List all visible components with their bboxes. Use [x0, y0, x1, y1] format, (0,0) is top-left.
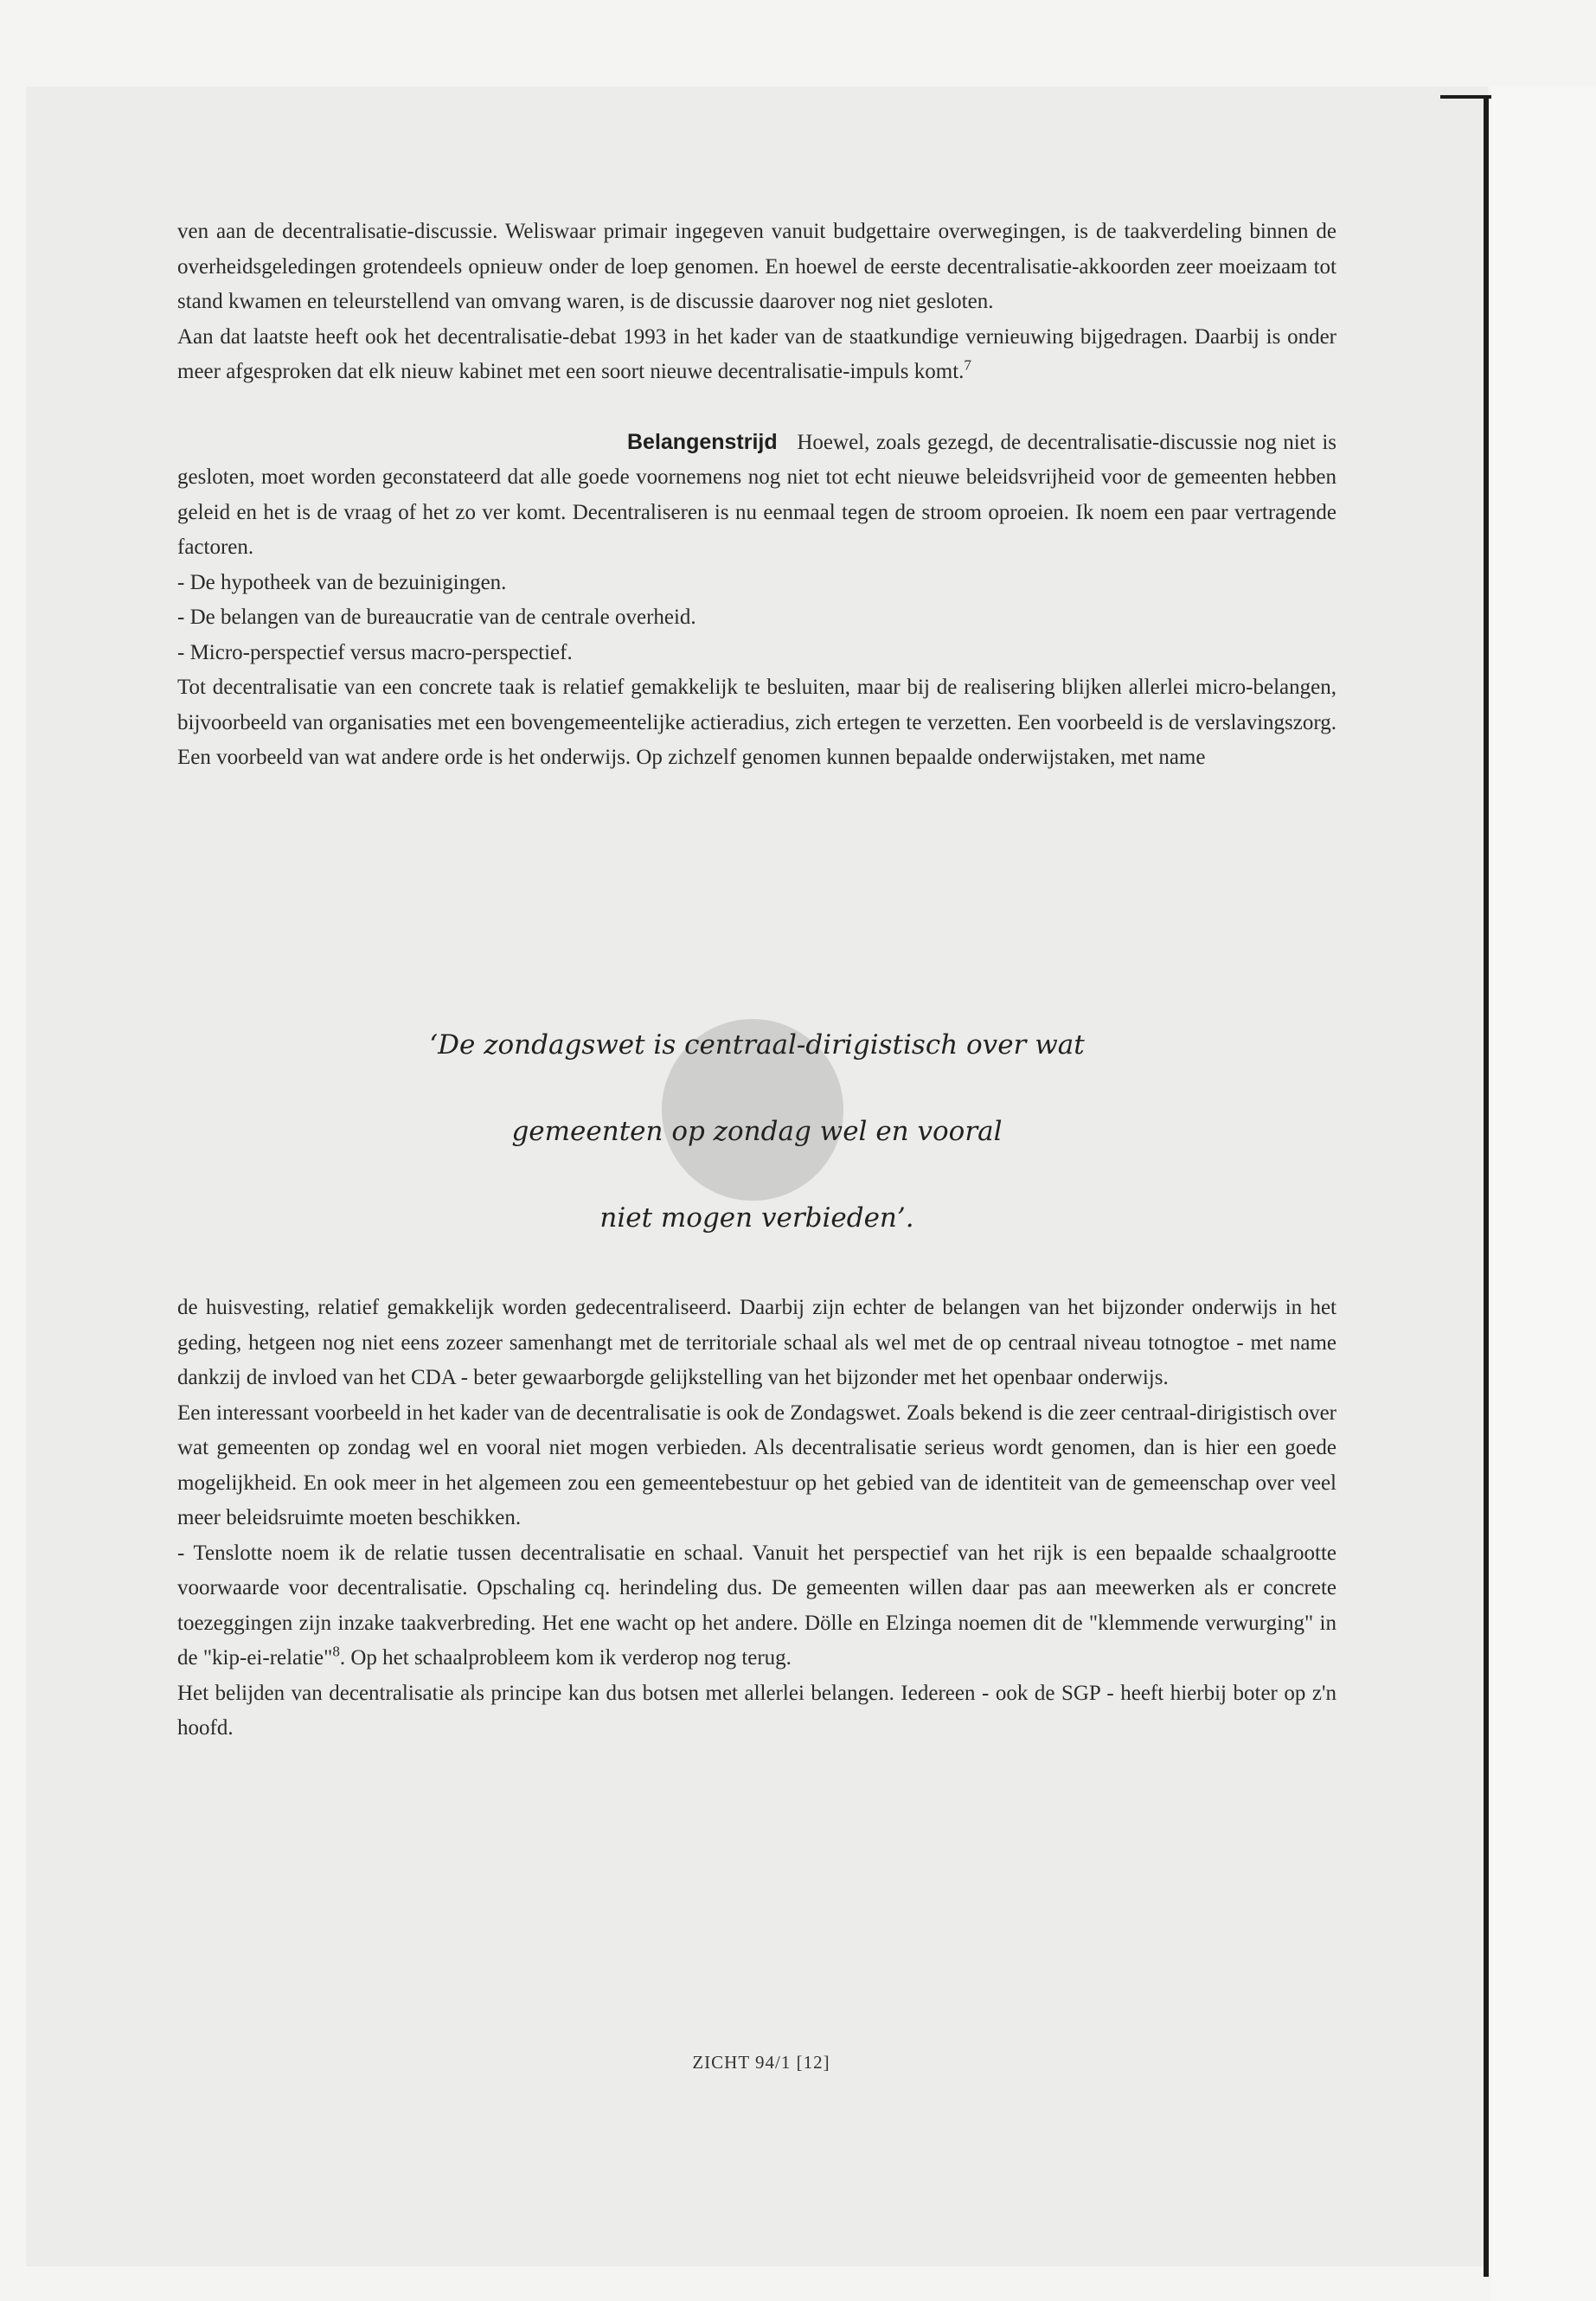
footnote-ref-8: 8 [332, 1643, 340, 1660]
factor-item: - De hypotheek van de bezuinigingen. [177, 570, 507, 594]
upper-text-column [177, 215, 1336, 776]
pull-quote-line: niet mogen verbieden’. [599, 1202, 914, 1234]
paragraph-micro-belangen: Tot decentralisatie van een concrete taak is relatief gemakkelijk te besluiten, maar bij de realisering blijken allerlei micro-belangen, bijvoorbeeld van organisaties met een bovengemeentelijke actieradius, zich ertegen te verzetten. Een voorbeeld is de verslavingszorg. Een voorbeeld van wat andere orde is het onderwijs. Op zichzelf genomen kunnen bepaalde onderwijstaken, met name [177, 676, 1336, 769]
pull-quote [177, 1021, 1336, 1280]
section-heading: Belangenstrijd [627, 429, 778, 454]
paragraph-belangenstrijd [177, 425, 1336, 566]
paragraph-debat [177, 320, 1336, 390]
paragraph-intro: ven aan de decentralisatie-discussie. Weliswaar primair ingegeven vanuit budgettaire overwegingen, is de taakverdeling binnen de overheidsgeledingen grotendeels opnieuw onder de loep genomen. En hoewel de eerste decentralisatie-akkoorden zeer moeizaam tot stand kwamen en teleurstellend van omvang waren, is de discussie daarover nog niet gesloten. [177, 220, 1336, 313]
page-footer: ZICHT 94/1 [12] [692, 2052, 830, 2073]
paragraph-schaal [177, 1536, 1336, 1676]
factor-item: - De belangen van de bureaucratie van de centrale overheid. [177, 606, 696, 629]
paragraph-conclusion: Het belijden van decentralisatie als principe kan dus botsen met allerlei belangen. Iedereen - ook de SGP - heeft hierbij boter op z'n hoofd. [177, 1681, 1336, 1740]
page-edge [1484, 97, 1489, 2277]
paragraph-schaal-text: - Tenslotte noem ik de relatie tussen decentralisatie en schaal. Vanuit het perspectief van het rijk is een bepaalde schaalgrootte voorwaarde voor decentralisatie. Opschaling cq. herindeling dus. De gemeenten willen daar pas aan meewerken als er concrete toezeggingen zijn inzake taakverbreding. Het ene wacht op het andere. Dölle en Elzinga noemen dit de "klemmende verwurging" in de "kip-ei-relatie" [177, 1541, 1336, 1670]
paragraph-huisvesting: de huisvesting, relatief gemakkelijk worden gedecentraliseerd. Daarbij zijn echter de belangen van het bijzonder onderwijs in het geding, hetgeen nog niet eens zozeer samenhangt met de territoriale schaal als wel met de op centraal niveau totnogtoe - met name dankzij de invloed van het CDA - beter gewaarborgde gelijkstelling van het bijzonder met het openbaar onderwijs. [177, 1296, 1336, 1389]
right-margin-strip [1491, 87, 1596, 2301]
section-intro-text: Hoewel, zoals gezegd, de decentralisatie-discussie nog niet is gesloten, moet worden geconstateerd dat alle goede voornemens nog niet tot echt nieuwe beleidsvrijheid voor de gemeenten hebben geleid en het is de vraag of het zo ver komt. Decentraliseren is nu eenmaal tegen de stroom oproeien. Ik noem een paar vertragende factoren. [177, 430, 1336, 559]
paragraph-zondagswet: Een interessant voorbeeld in het kader van de decentralisatie is ook de Zondagswet. Zoals bekend is die zeer centraal-dirigistisch over wat gemeenten op zondag wel en vooral niet mogen verbieden. Als decentralisatie serieus wordt genomen, dan is hier een goede mogelijkheid. En ook meer in het algemeen zou een gemeentebestuur op het gebied van de identiteit van de gemeenschap over veel meer beleidsruimte moeten beschikken. [177, 1400, 1336, 1529]
paragraph-debat-text: Aan dat laatste heeft ook het decentralisatie-debat 1993 in het kader van de staatkundige vernieuwing bijgedragen. Daarbij is onder meer afgesproken dat elk nieuw kabinet met een soort nieuwe decentralisatie-impuls komt. [177, 324, 1336, 383]
lower-text-column [177, 1291, 1336, 1747]
pull-quote-line: ‘De zondagswet is centraal-dirigistisch over wat [429, 1029, 1085, 1061]
footnote-ref-7: 7 [964, 356, 971, 374]
paragraph-schaal-end: . Op het schaalprobleem kom ik verderop nog terug. [339, 1646, 792, 1670]
pull-quote-line: gemeenten op zondag wel en vooral [511, 1116, 1003, 1147]
factor-item: - Micro-perspectief versus macro-perspectief. [177, 640, 573, 664]
